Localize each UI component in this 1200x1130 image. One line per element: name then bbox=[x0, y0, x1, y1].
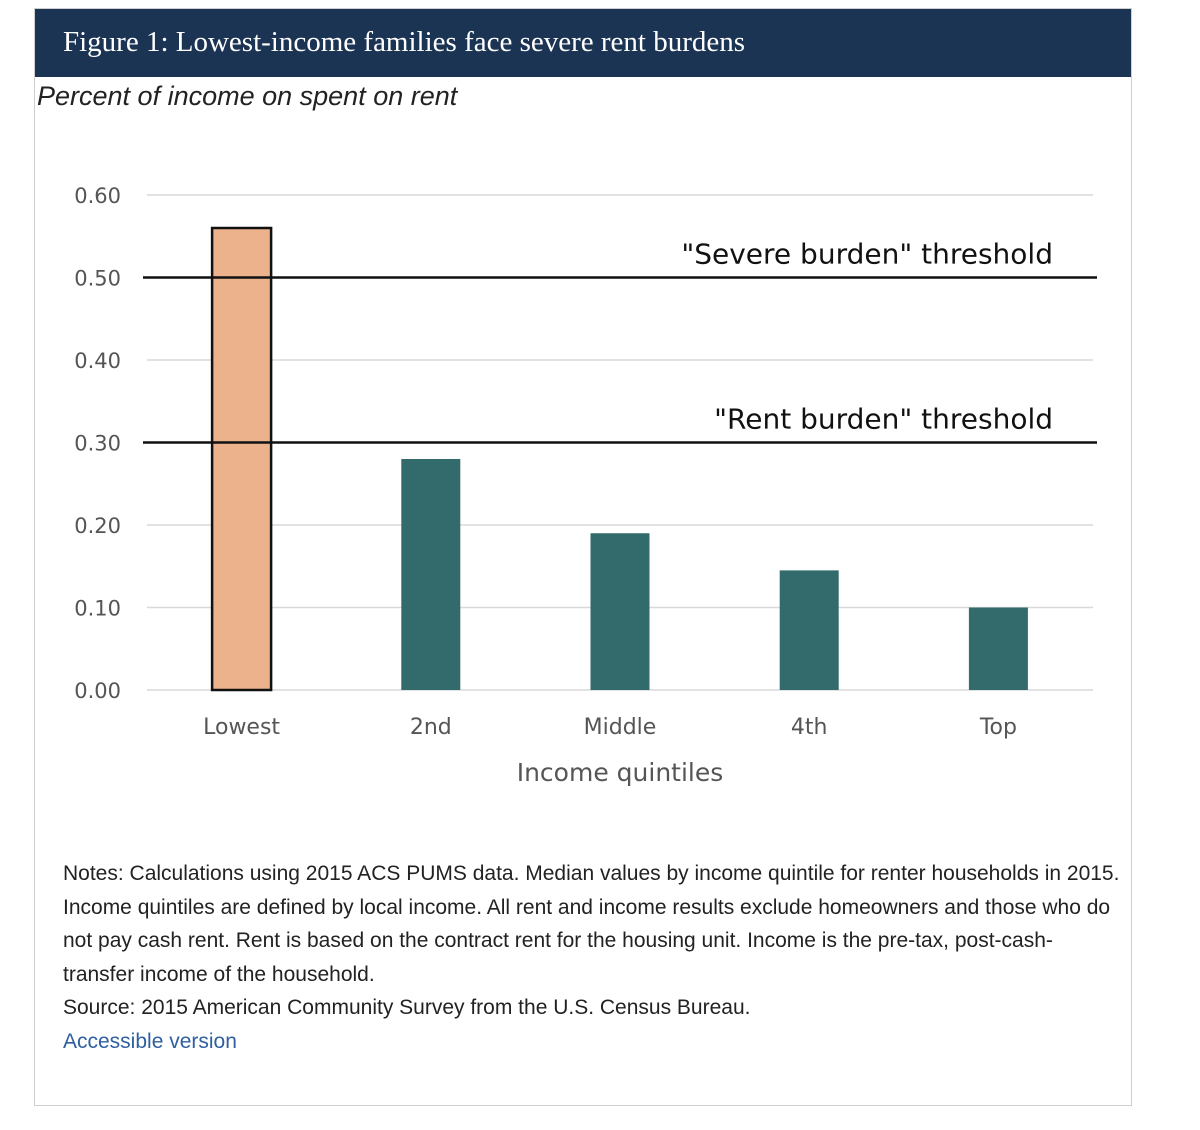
threshold-label: "Rent burden" threshold bbox=[714, 402, 1053, 436]
bar-4th bbox=[780, 570, 839, 690]
y-tick-label: 0.00 bbox=[74, 679, 121, 703]
y-tick-label: 0.40 bbox=[74, 349, 121, 373]
y-tick-label: 0.50 bbox=[74, 266, 121, 291]
x-tick-label: 2nd bbox=[409, 715, 452, 740]
x-axis-label: Income quintiles bbox=[516, 758, 724, 787]
x-tick-label: Top bbox=[979, 715, 1017, 740]
x-tick-label: Lowest bbox=[203, 715, 281, 740]
threshold-label: "Severe burden" threshold bbox=[681, 237, 1053, 271]
figure-subtitle: Percent of income on spent on rent bbox=[37, 81, 458, 111]
y-tick-label: 0.10 bbox=[74, 596, 121, 621]
x-tick-label: Middle bbox=[583, 715, 657, 740]
y-tick-label: 0.30 bbox=[74, 431, 121, 456]
accessible-version-link[interactable]: Accessible version bbox=[63, 1029, 237, 1053]
bar-middle bbox=[591, 533, 650, 690]
notes-section bbox=[63, 857, 1123, 1058]
bar-2nd bbox=[401, 459, 460, 690]
x-tick-label: 4th bbox=[790, 715, 828, 740]
figure-title: Figure 1: Lowest-income families face severe rent burdens bbox=[63, 26, 746, 58]
y-tick-label: 0.60 bbox=[74, 184, 121, 208]
source-text: Source: 2015 American Community Survey from the U.S. Census Bureau. bbox=[63, 996, 751, 1019]
bar-chart bbox=[35, 9, 1133, 809]
bar-lowest bbox=[212, 228, 271, 690]
bar-top bbox=[969, 608, 1028, 691]
y-tick-label: 0.20 bbox=[74, 514, 121, 538]
figure-card bbox=[34, 8, 1132, 1106]
notes-text: Notes: Calculations using 2015 ACS PUMS data. Median values by income quintile for renter households in 2015. Income quintiles are defined by local income. All rent and income results exclude homeowners and those who do not pay cash rent. Rent is based on the contract rent for the housing unit. Income is the pre-tax, post-cash-transfer income of the household. bbox=[63, 862, 1120, 986]
